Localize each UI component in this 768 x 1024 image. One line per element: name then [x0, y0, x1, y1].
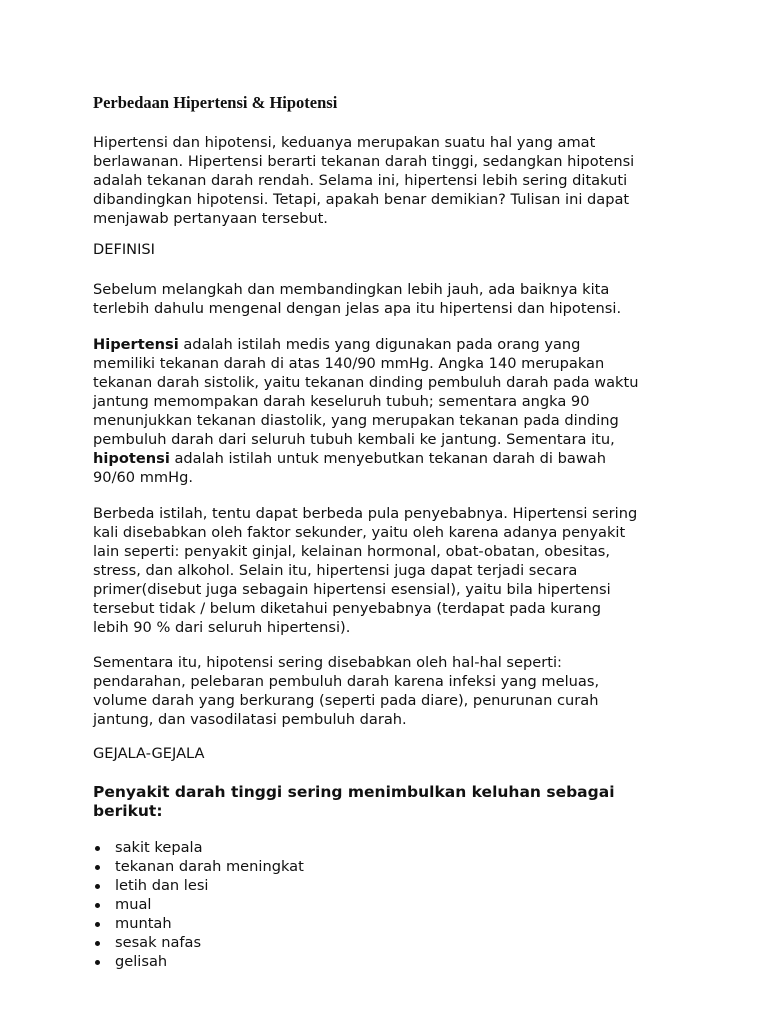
definisi-heading: DEFINISI	[93, 241, 155, 258]
text-line: berlawanan. Hipertensi berarti tekanan darah tinggi, sedangkan hipotensi	[93, 153, 635, 170]
list-item: sakit kepala	[93, 838, 304, 857]
term-hipotensi: hipotensi	[93, 450, 170, 467]
text-line: Sebelum melangkah dan membandingkan lebih jauh, ada baiknya kita	[93, 281, 610, 298]
list-item: letih dan lesi	[93, 876, 304, 895]
text-line: kali disebabkan oleh faktor sekunder, yaitu oleh karena adanya penyakit	[93, 524, 626, 541]
text-line: menunjukkan tekanan diastolik, yang merupakan tekanan pada dinding	[93, 412, 619, 429]
text-line: terlebih dahulu mengenal dengan jelas apa itu hipertensi dan hipotensi.	[93, 300, 622, 317]
text-line: memiliki tekanan darah di atas 140/90 mmHg. Angka 140 merupakan	[93, 355, 605, 372]
text-line: Hipertensi dan hipotensi, keduanya merupakan suatu hal yang amat	[93, 134, 596, 151]
text-line: pembuluh darah dari seluruh tubuh kembali ke jantung. Sementara itu,	[93, 431, 615, 448]
text-line: stress, dan alkohol. Selain itu, hipertensi juga dapat terjadi secara	[93, 562, 578, 579]
text-line: volume darah yang berkurang (seperti pada diare), penurunan curah	[93, 692, 599, 709]
text-line: berikut:	[93, 802, 163, 820]
gejala-subheading	[93, 783, 615, 821]
list-item: mual	[93, 895, 304, 914]
gejala-heading: GEJALA-GEJALA	[93, 745, 205, 762]
text-line: adalah istilah untuk menyebutkan tekanan darah di bawah	[169, 450, 606, 467]
definition-paragraph	[93, 335, 638, 487]
text-line: adalah tekanan darah rendah. Selama ini, hipertensi lebih sering ditakuti	[93, 172, 628, 189]
text-line: primer(disebut juga sebagain hipertensi esensial), yaitu bila hipertensi	[93, 581, 611, 598]
text-line: jantung memompakan darah keseluruh tubuh; sementara angka 90	[93, 393, 590, 410]
definisi-intro-paragraph	[93, 280, 621, 318]
text-line: jantung, dan vasodilatasi pembuluh darah.	[93, 711, 407, 728]
list-item: gelisah	[93, 952, 304, 971]
text-line: menjawab pertanyaan tersebut.	[93, 210, 328, 227]
penyebab-paragraph	[93, 504, 637, 637]
list-item: tekanan darah meningkat	[93, 857, 304, 876]
text-line: lebih 90 % dari seluruh hipertensi).	[93, 619, 351, 636]
text-line: 90/60 mmHg.	[93, 469, 194, 486]
text-line: tekanan darah sistolik, yaitu tekanan dinding pembuluh darah pada waktu	[93, 374, 639, 391]
text-line: Penyakit darah tinggi sering menimbulkan keluhan sebagai	[93, 783, 615, 801]
text-line: tersebut tidak / belum diketahui penyebabnya (terdapat pada kurang	[93, 600, 601, 617]
list-item: sesak nafas	[93, 933, 304, 952]
text-line: Sementara itu, hipotensi sering disebabkan oleh hal-hal seperti:	[93, 654, 562, 671]
hipotensi-penyebab-paragraph	[93, 653, 599, 729]
gejala-list	[93, 838, 304, 971]
text-line: lain seperti: penyakit ginjal, kelainan hormonal, obat-obatan, obesitas,	[93, 543, 611, 560]
text-line: adalah istilah medis yang digunakan pada orang yang	[178, 336, 581, 353]
list-item: muntah	[93, 914, 304, 933]
term-hipertensi: Hipertensi	[93, 336, 179, 353]
document-title: Perbedaan Hipertensi & Hipotensi	[93, 93, 338, 112]
text-line: dibandingkan hipotensi. Tetapi, apakah benar demikian? Tulisan ini dapat	[93, 191, 630, 208]
text-line: Berbeda istilah, tentu dapat berbeda pula penyebabnya. Hipertensi sering	[93, 505, 638, 522]
intro-paragraph	[93, 133, 634, 228]
text-line: pendarahan, pelebaran pembuluh darah karena infeksi yang meluas,	[93, 673, 600, 690]
